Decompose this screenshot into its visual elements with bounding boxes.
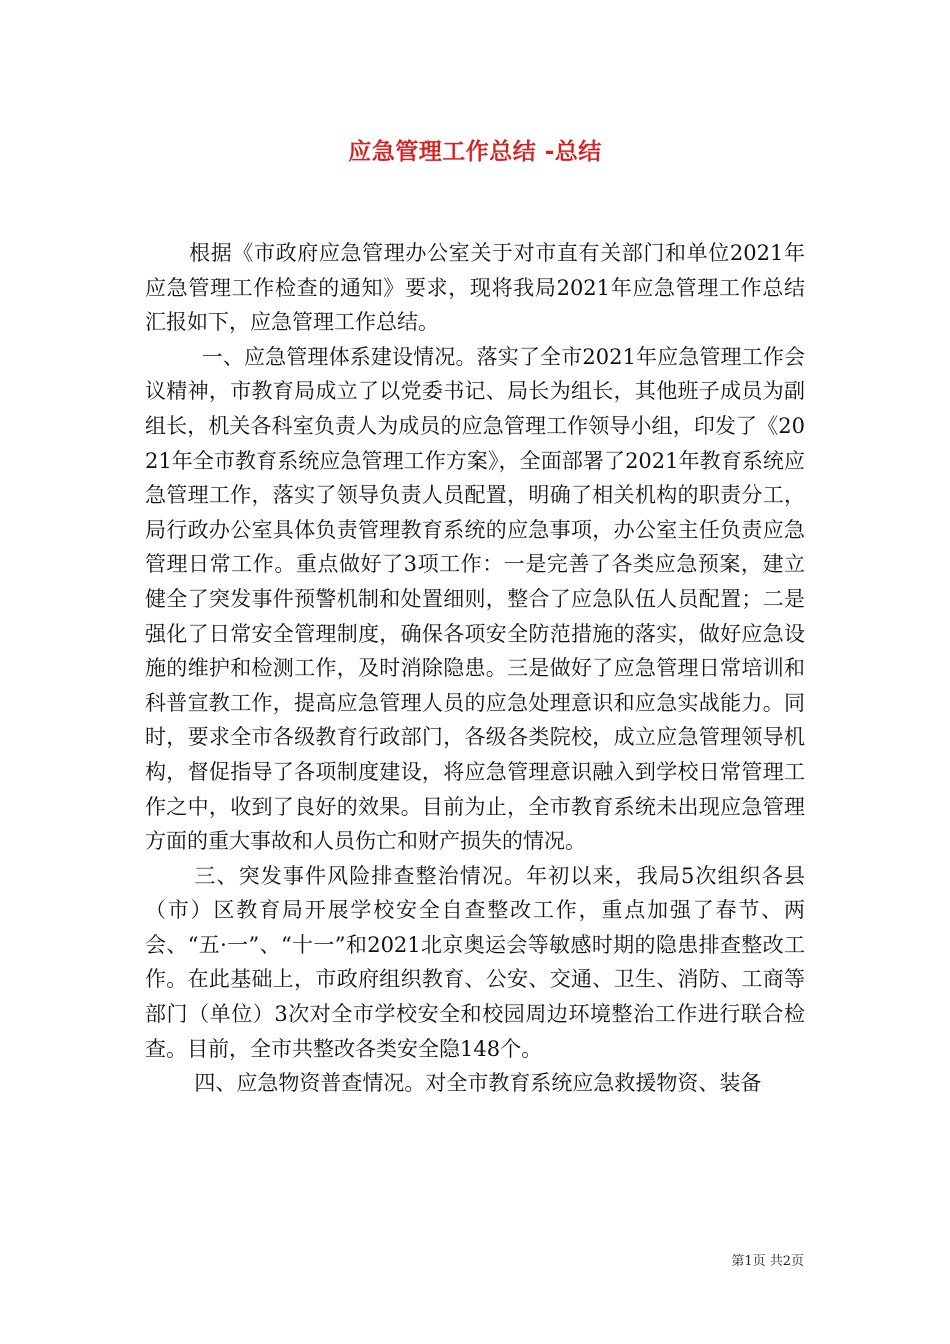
document-title: 应急管理工作总结 -总结 <box>348 139 602 165</box>
paragraph-system-building: 一、应急管理体系建设情况。落实了全市2021年应急管理工作会议精神，市教育局成立了以党委书记、局长为组长，其他班子成员为副组长，机关各科室负责人为成员的应急管理工作领导小组，印发了《2021年全市教育系统应急管理工作方案》，全面部署了2021年教育系统应急管理工作，落实了领导负责人员配置，明确了相关机构的职责分工，局行政办公室具体负责管理教育系统的应急事项，办公室主任负责应急管理日常工作。重点做好了3项工作：一是完善了各类应急预案，建立健全了突发事件预警机制和处置细则，整合了应急队伍人员配置；二是强化了日常安全管理制度，确保各项安全防范措施的落实，做好应急设施的维护和检测工作，及时消除隐患。三是做好了应急管理日常培训和科普宣教工作，提高应急管理人员的应急处理意识和应急实战能力。同时，要求全市各级教育行政部门，各级各类院校，成立应急管理领导机构，督促指导了各项制度建设，将应急管理意识融入到学校日常管理工作之中，收到了良好的效果。目前为止，全市教育系统未出现应急管理方面的重大事故和人员伤亡和财产损失的情况。 <box>145 344 805 854</box>
document-body <box>145 236 805 1101</box>
paragraph-risk-inspection: 三、突发事件风险排查整治情况。年初以来，我局5次组织各县（市）区教育局开展学校安全自查整改工作，重点加强了春节、两会、“五·一”、“十一”和2021北京奥运会等敏感时期的隐患排查整改工作。在此基础上，市政府组织教育、公安、交通、卫生、消防、工商等部门（单位）3次对全市学校安全和校园周边环境整治工作进行联合检查。目前，全市共整改各类安全隐148个。 <box>145 863 805 1061</box>
paragraph-supplies-survey: 四、应急物资普查情况。对全市教育系统应急救援物资、装备 <box>194 1071 762 1096</box>
page-number-footer: 第1页 共2页 <box>731 1254 804 1269</box>
paragraph-intro: 根据《市政府应急管理办公室关于对市直有关部门和单位2021年应急管理工作检查的通知》要求，现将我局2021年应急管理工作总结汇报如下，应急管理工作总结。 <box>145 241 805 335</box>
